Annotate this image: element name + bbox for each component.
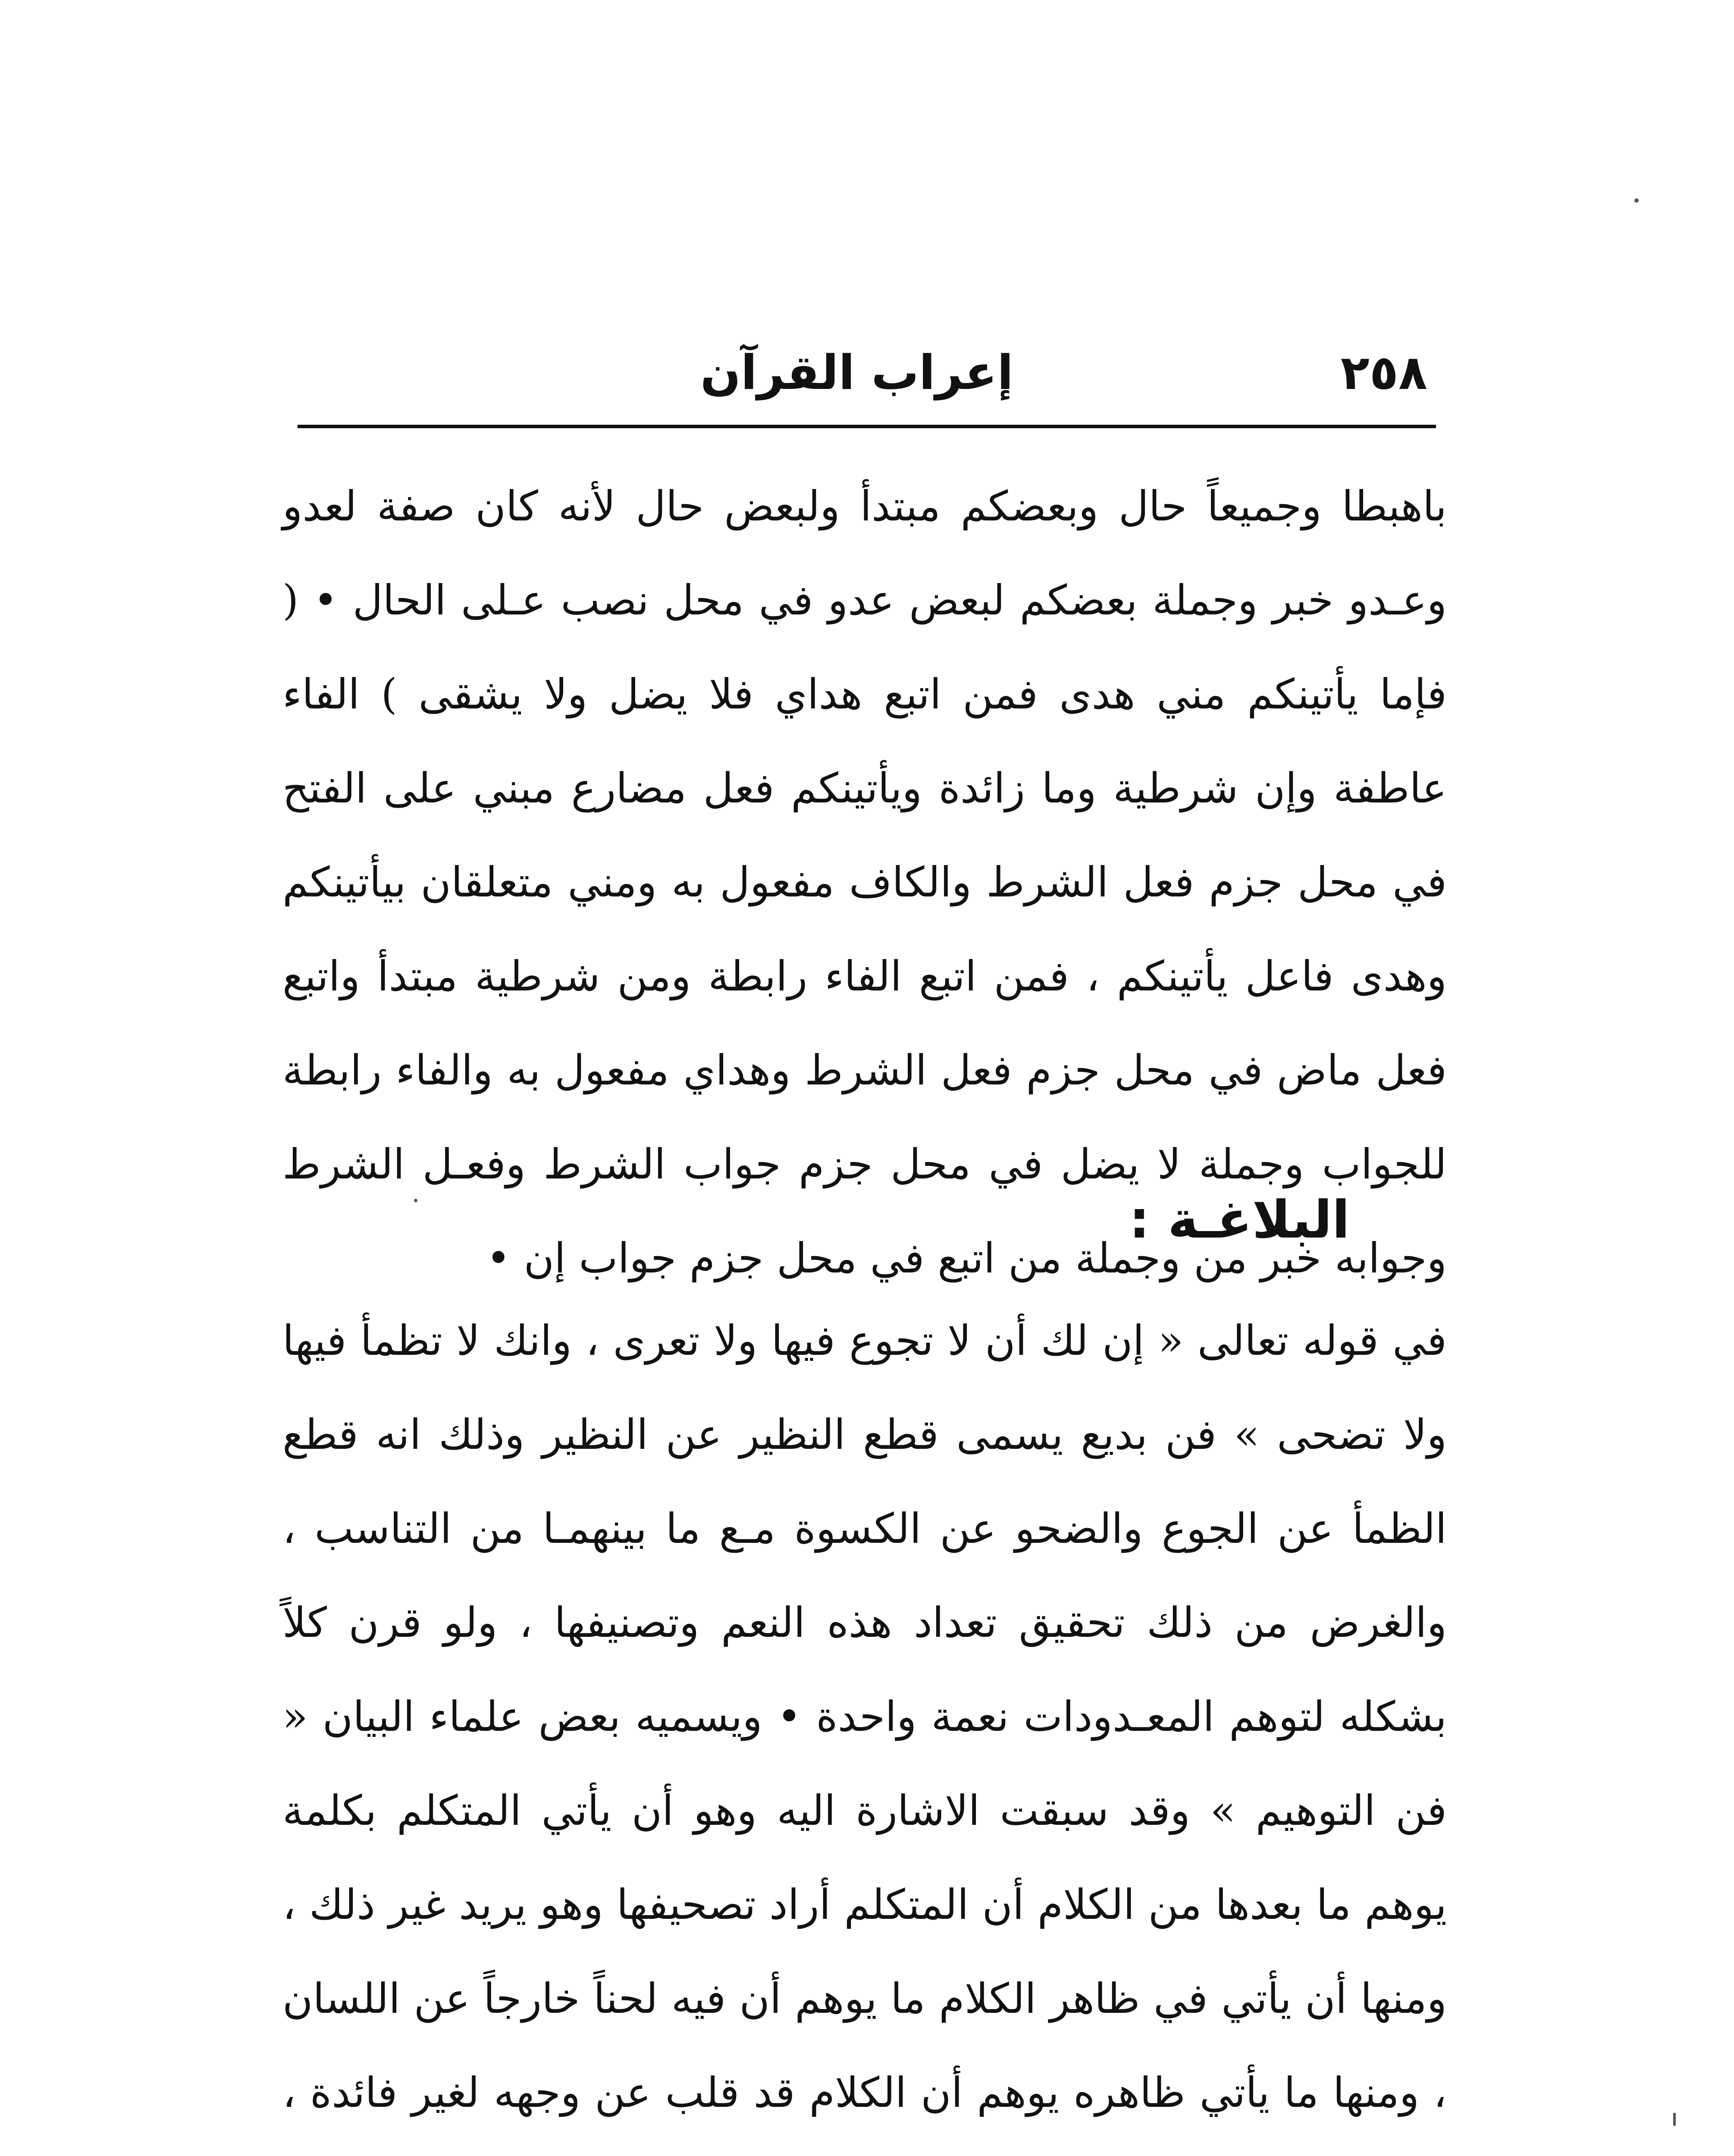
page-header — [298, 341, 1445, 410]
text-block-rhetoric — [282, 1294, 1447, 2156]
scan-speck — [414, 1199, 417, 1202]
running-title: إعراب القرآن — [700, 345, 1013, 400]
paragraph-rhetoric: في قوله تعالى « إن لك أن لا تجوع فيها ولا تعرى ، وانك لا تظمأ فيها ولا تضحى » فن بديع يسمى قطع النظير عن النظير وذلك انه قطع الظمأ عن الجوع والضحو عن الكسوة مـع ما بينهمـا من التناسب ، والغرض من ذلك تحقيق تعداد هذه النعم وتصنيفها ، ولو قرن كلاً بشكله لتوهم المعـدودات نعمة واحدة • ويسميه بعض علماء البيان « فن التوهيم » وقد سبقت الاشارة اليه وهو أن يأتي المتكلم بكلمة يوهم ما بعدها من الكلام أن المتكلم أراد تصحيفها وهو يريد غير ذلك ، ومنها أن يأتي في ظاهر الكلام ما يوهم أن فيه لحناً خارجاً عن اللسان ، ومنها ما يأتي ظاهره يوهم أن الكلام قد قلب عن وجهه لغير فائدة ، — [282, 1316, 1447, 2117]
paragraph-grammar: باهبطا وجميعاً حال وبعضكم مبتدأ ولبعض حال لأنه كان صفة لعدو وعـدو خبر وجملة بعضكم لبعض عدو في محل نصب عـلى الحال • ( فإما يأتينكم مني هدى فمن اتبع هداي فلا يضل ولا يشقى ) الفاء عاطفة وإن شرطية وما زائدة ويأتينكم فعل مضارع مبني على الفتح في محل جزم فعل الشرط والكاف مفعول به ومني متعلقان بيأتينكم وهدى فاعل يأتينكم ، فمن اتبع الفاء رابطة ومن شرطية مبتدأ واتبع فعل ماض في محل جزم فعل الشرط وهداي مفعول به والفاء رابطة للجواب وجملة لا يضل في محل جزم جواب الشرط وفعـل الشرط وجوابه خبر من وجملة من اتبع في محل جزم جواب إن • — [282, 482, 1447, 1282]
scan-speck — [1673, 2113, 1676, 2126]
scan-speck — [1634, 198, 1639, 203]
section-heading: البلاغـة : — [1129, 1190, 1350, 1250]
page-number: ٢٥٨ — [1340, 345, 1427, 400]
header-divider — [298, 425, 1436, 428]
text-block-grammar — [282, 459, 1447, 1305]
